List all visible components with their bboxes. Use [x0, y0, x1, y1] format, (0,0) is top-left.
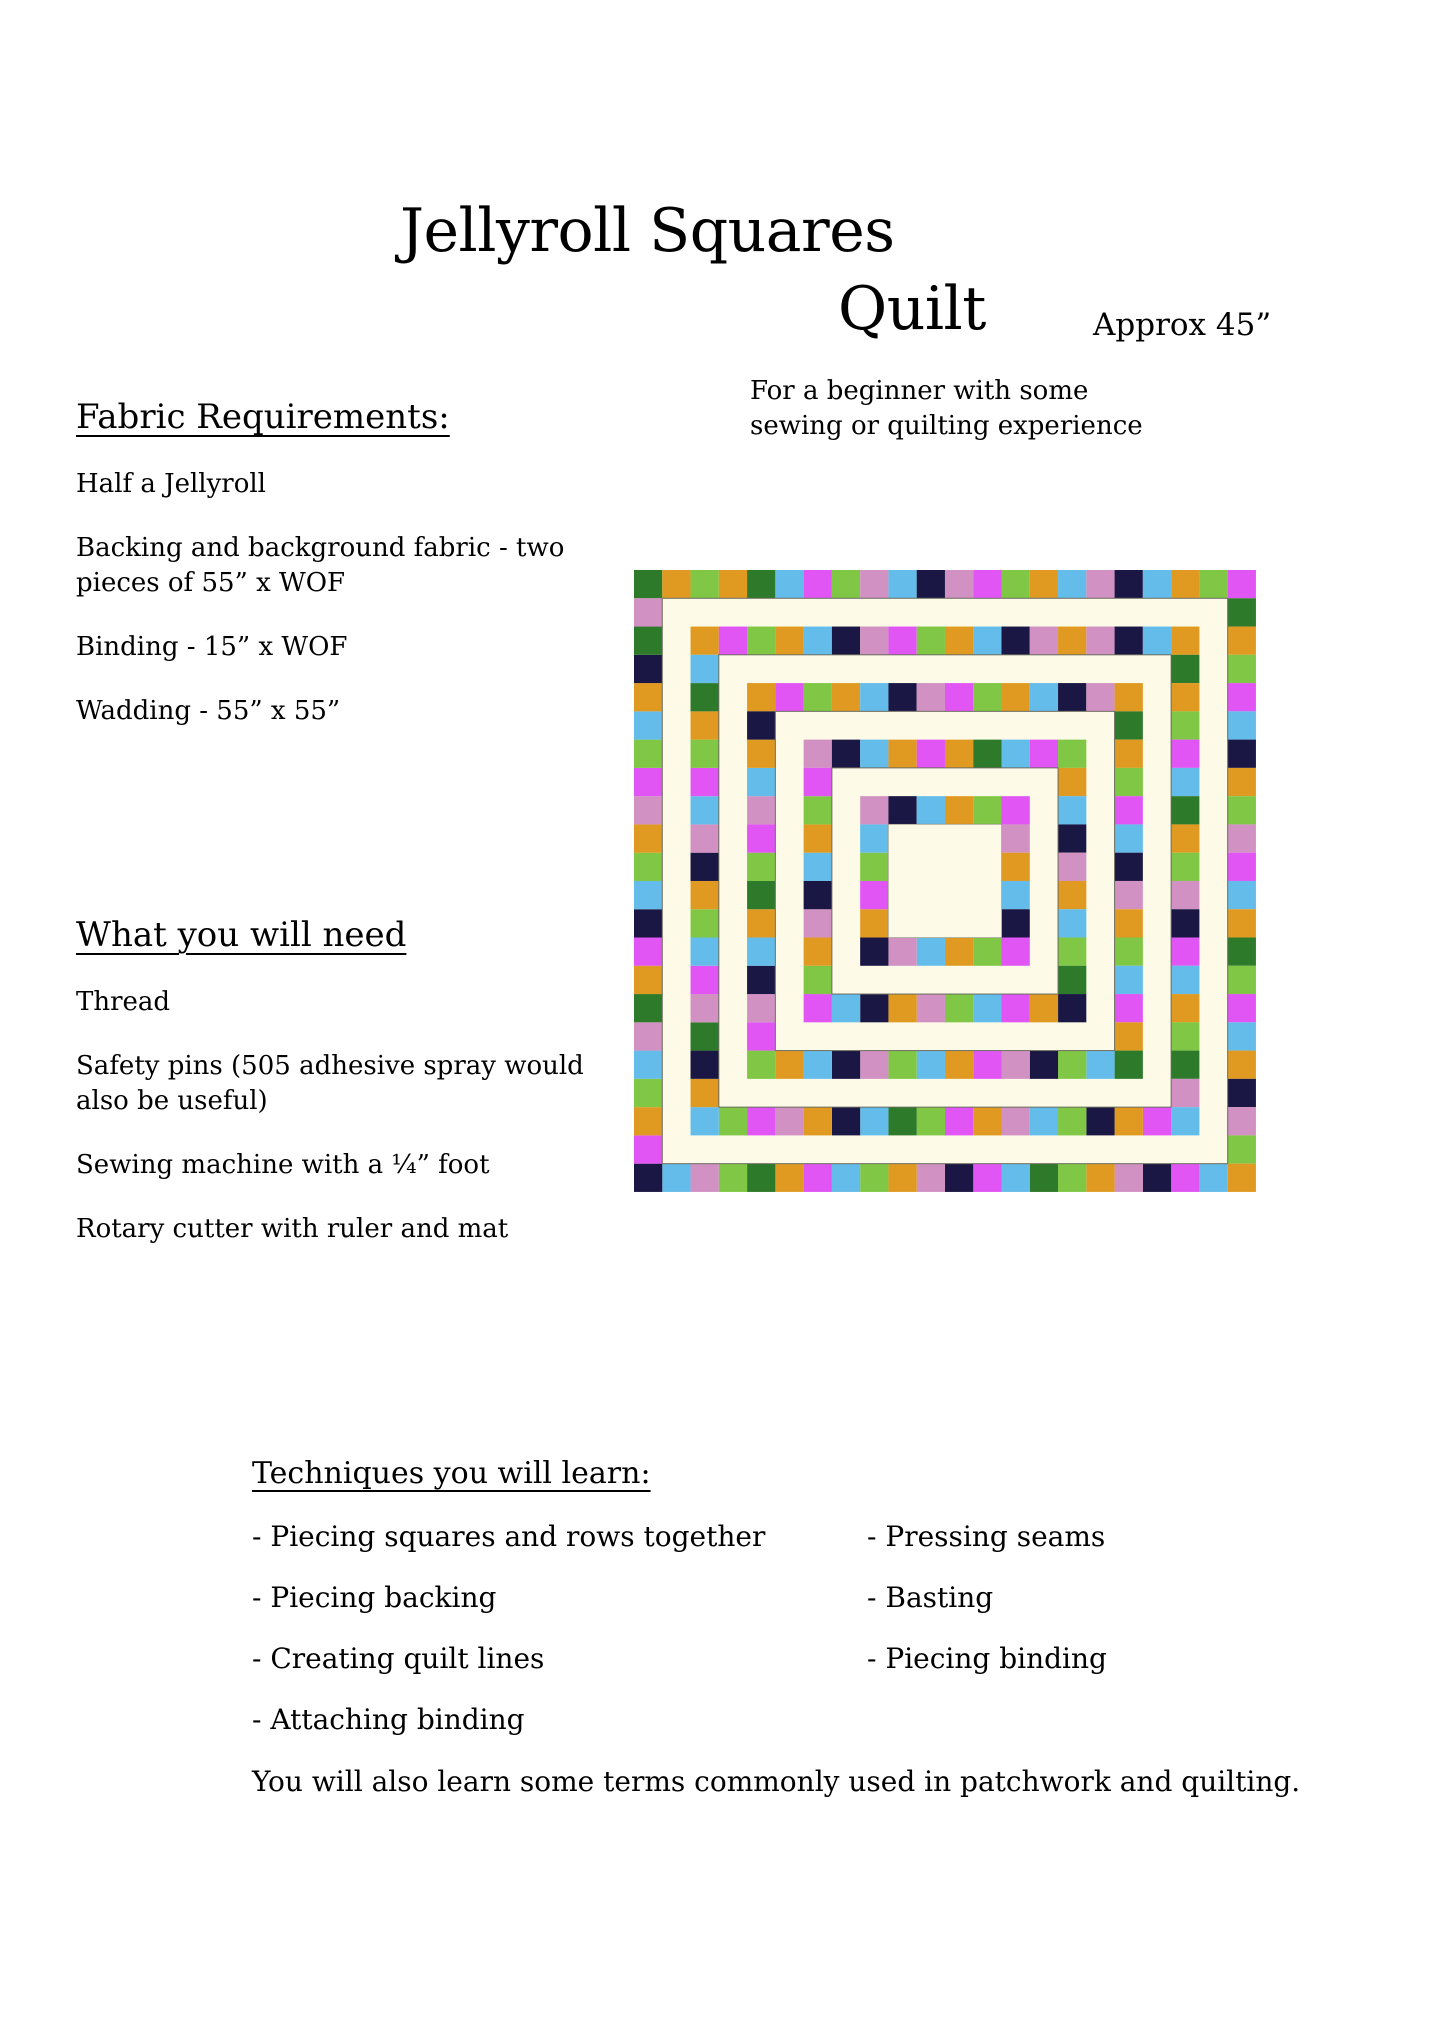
technique-item: - Attaching binding	[252, 1702, 525, 1736]
quilt-patch	[691, 683, 719, 711]
quilt-patch	[1002, 853, 1030, 881]
quilt-patch	[1115, 966, 1143, 994]
fabric-requirements-heading: Fabric Requirements:	[76, 397, 450, 437]
quilt-patch	[775, 570, 803, 598]
quilt-patch	[804, 1051, 832, 1079]
quilt-patch	[1228, 881, 1256, 909]
quilt-patch	[1171, 909, 1199, 937]
quilt-patch	[945, 796, 973, 824]
need-item: Rotary cutter with ruler and mat	[76, 1214, 509, 1245]
techniques-row	[252, 1642, 1352, 1675]
quilt-patch	[1228, 938, 1256, 966]
quilt-patch	[888, 1107, 916, 1135]
quilt-patch	[1171, 796, 1199, 824]
what-you-will-need-section	[76, 916, 616, 1277]
quilt-patch	[804, 994, 832, 1022]
quilt-patch	[747, 683, 775, 711]
quilt-patch	[917, 1164, 945, 1192]
quilt-patch	[747, 994, 775, 1022]
quilt-patch	[1058, 1051, 1086, 1079]
quilt-patch	[945, 994, 973, 1022]
quilt-patch	[691, 711, 719, 739]
quilt-patch	[634, 1051, 662, 1079]
quilt-patch	[747, 570, 775, 598]
quilt-patch	[917, 570, 945, 598]
quilt-patch	[804, 683, 832, 711]
quilt-patch	[973, 740, 1001, 768]
quilt-patch	[1058, 768, 1086, 796]
quilt-patch	[747, 824, 775, 852]
quilt-patch	[804, 853, 832, 881]
quilt-diagram	[634, 570, 1256, 1192]
quilt-patch	[691, 1107, 719, 1135]
fabric-requirements-section	[76, 398, 596, 759]
quilt-patch	[1115, 740, 1143, 768]
quilt-patch	[1058, 881, 1086, 909]
quilt-patch	[634, 909, 662, 937]
quilt-patch	[1086, 683, 1114, 711]
quilt-patch	[1058, 938, 1086, 966]
quilt-patch	[1030, 994, 1058, 1022]
quilt-patch	[1228, 796, 1256, 824]
technique-item: - Basting	[867, 1580, 994, 1614]
quilt-patch	[1171, 1022, 1199, 1050]
quilt-patch	[747, 966, 775, 994]
quilt-patch	[691, 796, 719, 824]
quilt-patch	[634, 768, 662, 796]
quilt-patch	[747, 881, 775, 909]
quilt-patch	[1171, 1107, 1199, 1135]
quilt-patch	[1002, 627, 1030, 655]
quilt-patch	[691, 1051, 719, 1079]
technique-item: - Piecing binding	[867, 1641, 1107, 1675]
quilt-patch	[860, 909, 888, 937]
quilt-patch	[832, 570, 860, 598]
quilt-patch	[1058, 824, 1086, 852]
quilt-patch	[1228, 768, 1256, 796]
technique-item: - Piecing backing	[252, 1580, 497, 1614]
quilt-patch	[860, 627, 888, 655]
quilt-patch	[1171, 881, 1199, 909]
quilt-patch	[804, 796, 832, 824]
quilt-patch	[1143, 627, 1171, 655]
quilt-patch	[747, 1107, 775, 1135]
quilt-patch	[973, 1051, 1001, 1079]
quilt-patch	[634, 1164, 662, 1192]
quilt-patch	[1171, 740, 1199, 768]
quilt-patch	[1171, 966, 1199, 994]
quilt-patch	[1030, 570, 1058, 598]
quilt-patch	[662, 570, 690, 598]
quilt-patch	[1171, 1051, 1199, 1079]
quilt-patch	[1171, 711, 1199, 739]
quilt-patch	[973, 683, 1001, 711]
quilt-patch	[888, 627, 916, 655]
quilt-patch	[691, 853, 719, 881]
quilt-patch	[1228, 909, 1256, 937]
quilt-patch	[1058, 994, 1086, 1022]
quilt-patch	[917, 627, 945, 655]
skill-level-note	[750, 374, 1290, 444]
need-item: Safety pins (505 adhesive spray would also be useful)	[76, 1051, 584, 1116]
quilt-patch	[860, 740, 888, 768]
techniques-note: You will also learn some terms commonly used in patchwork and quilting.	[252, 1764, 1301, 1798]
quilt-patch	[775, 1164, 803, 1192]
quilt-patch	[775, 1051, 803, 1079]
quilt-patch	[1058, 627, 1086, 655]
quilt-patch	[719, 1164, 747, 1192]
techniques-heading: Techniques you will learn:	[252, 1456, 651, 1491]
quilt-patch	[691, 881, 719, 909]
quilt-patch	[634, 598, 662, 626]
quilt-patch	[1002, 740, 1030, 768]
fabric-item: Binding - 15” x WOF	[76, 632, 348, 663]
quilt-patch	[945, 570, 973, 598]
quilt-patch	[1002, 994, 1030, 1022]
quilt-patch	[973, 994, 1001, 1022]
quilt-patch	[634, 1107, 662, 1135]
quilt-patch	[1086, 570, 1114, 598]
quilt-patch	[1058, 570, 1086, 598]
quilt-patch	[1086, 1051, 1114, 1079]
skill-level-line-2: sewing or quilting experience	[750, 411, 1143, 442]
fabric-item: Backing and background fabric - two pieces of 55” x WOF	[76, 533, 565, 598]
quilt-patch	[917, 683, 945, 711]
quilt-patch	[691, 824, 719, 852]
techniques-section	[252, 1457, 1352, 1800]
technique-item: - Creating quilt lines	[252, 1641, 545, 1675]
quilt-patch	[1030, 740, 1058, 768]
quilt-patch	[747, 909, 775, 937]
quilt-patch	[1115, 938, 1143, 966]
quilt-patch	[691, 909, 719, 937]
quilt-patch	[691, 994, 719, 1022]
quilt-patch	[1115, 1051, 1143, 1079]
quilt-patch	[719, 627, 747, 655]
quilt-patch	[917, 1107, 945, 1135]
quilt-patch	[1228, 1135, 1256, 1163]
quilt-patch	[691, 768, 719, 796]
quilt-patch	[1115, 881, 1143, 909]
quilt-patch	[691, 1079, 719, 1107]
quilt-patch	[1115, 853, 1143, 881]
quilt-patch	[1228, 1051, 1256, 1079]
quilt-patch	[1058, 740, 1086, 768]
quilt-patch	[1143, 570, 1171, 598]
quilt-patch	[775, 627, 803, 655]
quilt-patch	[832, 1051, 860, 1079]
quilt-patch	[1228, 627, 1256, 655]
quilt-patch	[1058, 683, 1086, 711]
quilt-patch	[1171, 570, 1199, 598]
fabric-item: Wadding - 55” x 55”	[76, 696, 341, 727]
quilt-patch	[1171, 824, 1199, 852]
quilt-patch	[888, 740, 916, 768]
quilt-patch	[1228, 711, 1256, 739]
quilt-patch	[1002, 881, 1030, 909]
quilt-patch	[917, 994, 945, 1022]
page-title-line-2: Quilt	[838, 274, 986, 344]
quilt-patch	[860, 570, 888, 598]
quilt-patch	[804, 570, 832, 598]
quilt-patch	[888, 994, 916, 1022]
quilt-patch	[719, 570, 747, 598]
quilt-patch	[1228, 994, 1256, 1022]
quilt-patch	[691, 966, 719, 994]
quilt-patch	[1115, 1164, 1143, 1192]
quilt-patch	[804, 1107, 832, 1135]
quilt-patch	[747, 740, 775, 768]
quilt-patch	[804, 881, 832, 909]
quilt-patch	[1199, 570, 1227, 598]
quilt-patch	[860, 994, 888, 1022]
quilt-patch	[860, 1051, 888, 1079]
quilt-patch	[747, 627, 775, 655]
quilt-patch	[691, 740, 719, 768]
quilt-patch	[1171, 627, 1199, 655]
quilt-patch	[945, 1051, 973, 1079]
quilt-patch	[775, 683, 803, 711]
quilt-patch	[1199, 1164, 1227, 1192]
quilt-patch	[747, 711, 775, 739]
quilt-patch	[747, 768, 775, 796]
quilt-patch	[860, 1164, 888, 1192]
quilt-patch	[1115, 683, 1143, 711]
quilt-patch	[1171, 768, 1199, 796]
quilt-patch	[1115, 909, 1143, 937]
quilt-patch	[1030, 1051, 1058, 1079]
quilt-patch	[1228, 655, 1256, 683]
quilt-patch	[634, 1079, 662, 1107]
quilt-patch	[1115, 570, 1143, 598]
quilt-patch	[1115, 768, 1143, 796]
quilt-patch	[860, 683, 888, 711]
quilt-patch	[1058, 966, 1086, 994]
quilt-patch	[1002, 1051, 1030, 1079]
quilt-patch	[1228, 966, 1256, 994]
quilt-patch	[1115, 796, 1143, 824]
quilt-patch	[1171, 938, 1199, 966]
quilt-patch	[1171, 853, 1199, 881]
quilt-patch	[1228, 1107, 1256, 1135]
quilt-patch	[804, 909, 832, 937]
quilt-patch	[1228, 1022, 1256, 1050]
quilt-patch	[973, 1107, 1001, 1135]
quilt-patch	[860, 881, 888, 909]
quilt-patch	[973, 796, 1001, 824]
quilt-patch	[1228, 570, 1256, 598]
quilt-patch	[832, 627, 860, 655]
approx-size-label: Approx 45”	[1093, 307, 1272, 343]
quilt-patch	[1030, 683, 1058, 711]
quilt-patch	[945, 683, 973, 711]
quilt-patch	[1228, 1164, 1256, 1192]
technique-item: - Pressing seams	[867, 1519, 1106, 1553]
quilt-patch	[747, 796, 775, 824]
quilt-patch	[1002, 938, 1030, 966]
need-item: Sewing machine with a ¼” foot	[76, 1150, 490, 1181]
quilt-patch	[1002, 1164, 1030, 1192]
quilt-patch	[1228, 824, 1256, 852]
quilt-patch	[634, 966, 662, 994]
quilt-patch	[747, 938, 775, 966]
quilt-patch	[917, 938, 945, 966]
quilt-patch	[1143, 1164, 1171, 1192]
quilt-patch	[1058, 909, 1086, 937]
quilt-patch	[917, 1051, 945, 1079]
quilt-patch	[1058, 853, 1086, 881]
quilt-patch	[1171, 683, 1199, 711]
quilt-patch	[634, 994, 662, 1022]
quilt-patch	[832, 683, 860, 711]
quilt-centre-square	[888, 824, 1001, 937]
quilt-patch	[662, 1164, 690, 1192]
quilt-patch	[634, 711, 662, 739]
quilt-patch	[634, 796, 662, 824]
quilt-patch	[634, 824, 662, 852]
quilt-patch	[634, 853, 662, 881]
quilt-patch	[860, 796, 888, 824]
techniques-grid	[252, 1520, 1352, 1736]
quilt-patch	[691, 627, 719, 655]
techniques-row	[252, 1581, 1352, 1614]
fabric-item: Half a Jellyroll	[76, 469, 266, 500]
quilt-patch	[832, 740, 860, 768]
quilt-patch	[1002, 1107, 1030, 1135]
quilt-patch	[1143, 1107, 1171, 1135]
quilt-patch	[1002, 570, 1030, 598]
quilt-patch	[1115, 994, 1143, 1022]
quilt-patch	[804, 966, 832, 994]
quilt-patch	[945, 938, 973, 966]
quilt-patch	[973, 1164, 1001, 1192]
need-item: Thread	[76, 987, 171, 1018]
quilt-patch	[634, 683, 662, 711]
quilt-patch	[1228, 598, 1256, 626]
quilt-patch	[1030, 627, 1058, 655]
quilt-patch	[1002, 796, 1030, 824]
quilt-patch	[1228, 740, 1256, 768]
quilt-patch	[1115, 1022, 1143, 1050]
quilt-patch	[1228, 1079, 1256, 1107]
skill-level-line-1: For a beginner with some	[750, 376, 1089, 406]
technique-item-empty	[867, 1703, 1287, 1736]
quilt-patch	[691, 1022, 719, 1050]
technique-item: - Piecing squares and rows together	[252, 1519, 766, 1553]
quilt-patch	[973, 570, 1001, 598]
techniques-row	[252, 1703, 1352, 1736]
quilt-patch	[1171, 655, 1199, 683]
quilt-patch	[888, 1164, 916, 1192]
quilt-patch	[1086, 1164, 1114, 1192]
quilt-patch	[945, 1107, 973, 1135]
quilt-patch	[747, 1164, 775, 1192]
quilt-patch	[888, 938, 916, 966]
quilt-patch	[1058, 796, 1086, 824]
quilt-patch	[719, 1107, 747, 1135]
quilt-patch	[1002, 683, 1030, 711]
quilt-patch	[1115, 1107, 1143, 1135]
quilt-patch	[832, 1107, 860, 1135]
quilt-patch	[634, 570, 662, 598]
quilt-patch	[1086, 1107, 1114, 1135]
quilt-patch	[634, 655, 662, 683]
quilt-patch	[1058, 1107, 1086, 1135]
quilt-patch	[860, 938, 888, 966]
quilt-patch	[832, 1164, 860, 1192]
quilt-patch	[1030, 1164, 1058, 1192]
page-title-line-1: Jellyroll Squares	[400, 196, 895, 266]
quilt-patch	[917, 796, 945, 824]
quilt-patch	[1171, 994, 1199, 1022]
quilt-patch	[747, 1051, 775, 1079]
quilt-patch	[917, 740, 945, 768]
quilt-patch	[804, 824, 832, 852]
quilt-patch	[747, 1022, 775, 1050]
quilt-patch	[634, 740, 662, 768]
quilt-patch	[691, 570, 719, 598]
quilt-patch	[860, 1107, 888, 1135]
quilt-patch	[1228, 853, 1256, 881]
quilt-patch	[634, 881, 662, 909]
quilt-patch	[1002, 824, 1030, 852]
quilt-patch	[1115, 711, 1143, 739]
quilt-patch	[860, 824, 888, 852]
quilt-patch	[634, 938, 662, 966]
quilt-patch	[1115, 824, 1143, 852]
quilt-patch	[634, 1022, 662, 1050]
quilt-patch	[691, 938, 719, 966]
quilt-patch	[973, 627, 1001, 655]
quilt-patch	[1058, 1164, 1086, 1192]
quilt-patch	[747, 853, 775, 881]
quilt-patch	[1086, 627, 1114, 655]
quilt-diagram-svg	[634, 570, 1256, 1192]
quilt-patch	[804, 627, 832, 655]
quilt-patch	[634, 1135, 662, 1163]
quilt-patch	[804, 768, 832, 796]
quilt-patch	[888, 796, 916, 824]
quilt-patch	[1171, 1164, 1199, 1192]
quilt-patch	[804, 938, 832, 966]
quilt-patch	[691, 655, 719, 683]
quilt-patch	[888, 683, 916, 711]
quilt-patch	[1030, 1107, 1058, 1135]
quilt-patch	[973, 938, 1001, 966]
quilt-patch	[775, 1107, 803, 1135]
quilt-patch	[945, 740, 973, 768]
quilt-patch	[888, 570, 916, 598]
quilt-patch	[945, 1164, 973, 1192]
techniques-row	[252, 1520, 1352, 1553]
quilt-patch	[888, 1051, 916, 1079]
quilt-patch	[1171, 1079, 1199, 1107]
quilt-patch	[804, 740, 832, 768]
quilt-patch	[1002, 909, 1030, 937]
quilt-patch	[1228, 683, 1256, 711]
quilt-patch	[945, 627, 973, 655]
what-you-will-need-heading: What you will need	[76, 915, 407, 955]
quilt-patch	[1115, 627, 1143, 655]
quilt-patch	[634, 627, 662, 655]
quilt-patch	[860, 853, 888, 881]
quilt-patch	[804, 1164, 832, 1192]
quilt-patch	[691, 1164, 719, 1192]
quilt-patch	[832, 994, 860, 1022]
